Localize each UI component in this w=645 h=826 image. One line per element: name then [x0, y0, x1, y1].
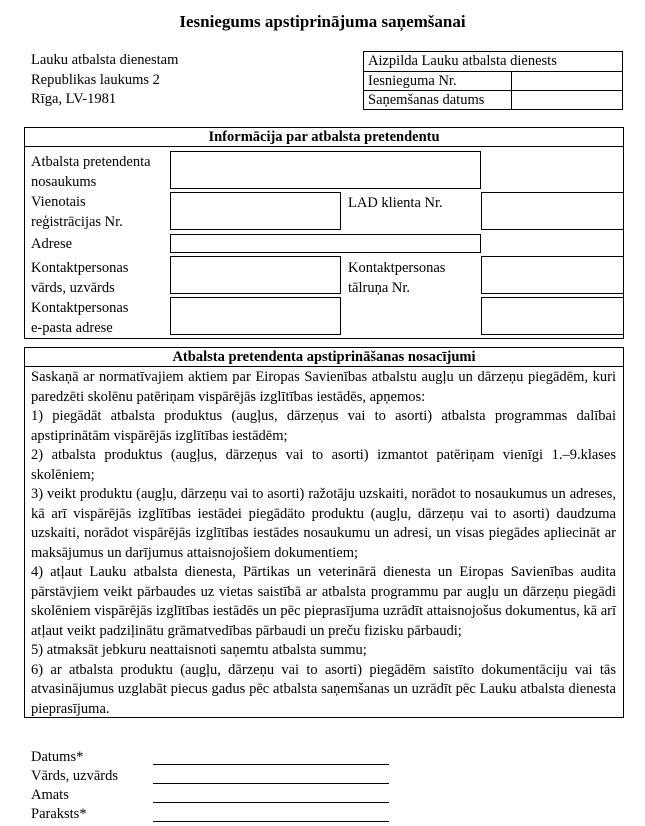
- receipt-date-label: Saņemšanas datums: [364, 91, 512, 109]
- signature-label: Paraksts*: [31, 806, 87, 822]
- application-number-label: Iesnieguma Nr.: [364, 72, 512, 90]
- label-line: nosaukums: [31, 173, 97, 190]
- recipient-address: [31, 51, 178, 110]
- date-label: Datums*: [31, 749, 84, 765]
- page-title: Iesniegums apstiprinājuma saņemšanai: [179, 12, 466, 31]
- contact-name-label: [31, 259, 128, 298]
- contact-phone-field[interactable]: [481, 256, 624, 294]
- applicant-info-header: Informācija par atbalsta pretendentu: [25, 128, 623, 147]
- contact-email-field[interactable]: [170, 297, 341, 335]
- condition-item: 1) piegādāt atbalsta produktus (augļus, dārzeņus vai to asorti) atbalsta programmas dalībai apstiprinātām vispārējās izglītības iestādēm;: [31, 408, 616, 444]
- conditions-header: Atbalsta pretendenta apstiprināšanas nosacījumi: [25, 348, 623, 367]
- condition-item: 4) atļaut Lauku atbalsta dienesta, Pārtikas un veterinārā dienesta un Eiropas Savienības audita pārstāvjiem veikt pārbaudes uz vietas saistībā ar atbalsta programmu par augļu un dārzeņu piegādi skolēniem vispārējās izglītības iestādēs un pēc pieprasījuma uzrādīt attaisnojošus dokumentus, kā arī atļaut veikt padziļinātu grāmatvedības pārbaudi un preču fizisku pārbaudi;: [31, 564, 616, 639]
- label-line: vārds, uzvārds: [31, 279, 115, 296]
- label-line: reģistrācijas Nr.: [31, 213, 123, 230]
- position-label: Amats: [31, 787, 69, 803]
- position-line[interactable]: [153, 802, 389, 803]
- condition-item: 6) ar atbalsta produktu (augļu, dārzeņu vai to asorti) piegādēm saistīto dokumentāciju vai tās atvasinājumus uzglabāt piecus gadus pēc atbalsta saņemšanas un uzrādīt pēc Lauku atbalsta dienesta pieprasījuma.: [31, 661, 616, 717]
- address-label: Adrese: [31, 236, 73, 252]
- office-use-box: [363, 51, 623, 110]
- applicant-name-label: [31, 153, 151, 192]
- label-line: Atbalsta pretendenta: [31, 154, 151, 170]
- contact-extra-field[interactable]: [481, 297, 624, 335]
- application-number-field[interactable]: [512, 72, 622, 90]
- signature-line[interactable]: [153, 821, 389, 822]
- address-line: Republikas laukums 2: [31, 71, 160, 88]
- registration-number-field[interactable]: [170, 192, 341, 230]
- contact-phone-label: [348, 259, 445, 298]
- applicant-name-field[interactable]: [170, 151, 481, 189]
- address-field[interactable]: [170, 234, 481, 253]
- address-line: Rīga, LV-1981: [31, 91, 117, 107]
- registration-number-label: [31, 193, 123, 232]
- label-line: Kontaktpersonas: [31, 260, 129, 276]
- date-line[interactable]: [153, 764, 389, 765]
- label-line: Kontaktpersonas: [31, 300, 129, 316]
- label-line: Kontaktpersonas: [348, 260, 446, 276]
- name-label: Vārds, uzvārds: [31, 768, 118, 784]
- label-line: e-pasta adrese: [31, 319, 113, 336]
- lad-client-number-field[interactable]: [481, 192, 624, 230]
- condition-item: 3) veikt produktu (augļu, dārzeņu vai to asorti) ražotāju uzskaiti, norādot to nosaukumus un adreses, kā arī vispārējās izglītības iestādei piegādāto produktu (augļu, dārzeņu vai to asorti) daudzuma uzskaiti, norādot vispārējās izglītības iestādes nosaukumu un adresi, un visas piegādes apliecināt ar maksājumus un darījumus attaisnojošiem dokumentiem;: [31, 486, 616, 561]
- lad-client-number-label: LAD klienta Nr.: [348, 195, 443, 211]
- conditions-text: [31, 368, 616, 719]
- name-line[interactable]: [153, 783, 389, 784]
- condition-item: 2) atbalsta produktus (augļus, dārzeņus vai to asorti) izmantot patēriņam vienīgi 1.–9.klases skolēniem;: [31, 447, 616, 483]
- condition-item: 5) atmaksāt jebkuru neattaisnoti saņemtu atbalsta summu;: [31, 642, 367, 658]
- address-line: Lauku atbalsta dienestam: [31, 52, 179, 68]
- contact-name-field[interactable]: [170, 256, 341, 294]
- receipt-date-field[interactable]: [512, 91, 622, 109]
- label-line: tālruņa Nr.: [348, 279, 411, 296]
- office-use-header: Aizpilda Lauku atbalsta dienests: [368, 53, 557, 69]
- label-line: Vienotais: [31, 194, 86, 210]
- contact-email-label: [31, 299, 128, 338]
- conditions-intro: Saskaņā ar normatīvajiem aktiem par Eiropas Savienības atbalstu augļu un dārzeņu piegādēm, kuri paredzēti skolēnu patēriņam vispārējās izglītības iestādēs, apņemos:: [31, 369, 616, 405]
